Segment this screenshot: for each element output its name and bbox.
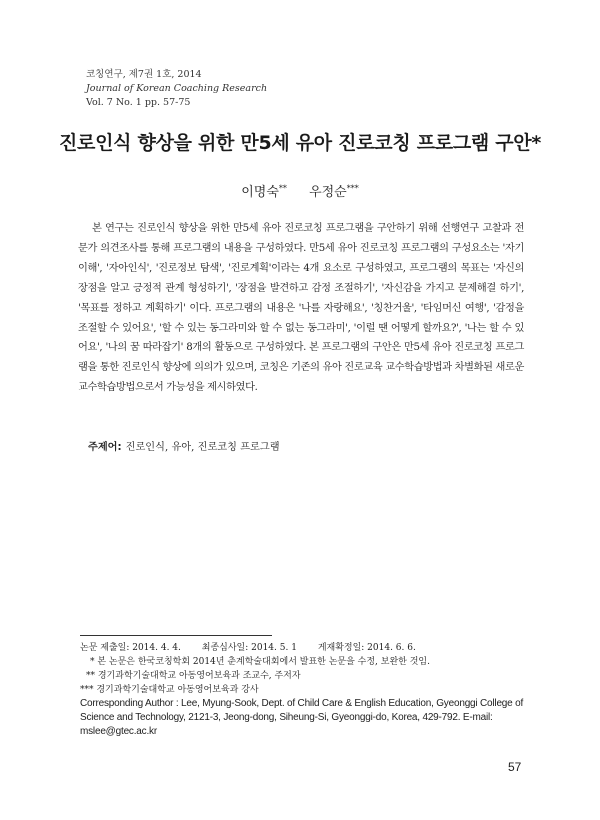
author-line (0, 181, 600, 200)
keywords-label: 주제어: (88, 442, 122, 453)
footnote-divider (80, 635, 272, 636)
author-2-mark: *** (346, 184, 359, 193)
footnotes (80, 641, 530, 739)
author-1-mark: ** (278, 184, 287, 193)
journal-volume-line: Vol. 7 No. 1 pp. 57-75 (86, 97, 191, 108)
footnote-dates (80, 641, 530, 655)
journal-korean-line: 코칭연구, 제7권 1호, 2014 (86, 69, 202, 80)
keywords-text: 진로인식, 유아, 진로코칭 프로그램 (125, 442, 280, 453)
abstract: 본 연구는 진로인식 향상을 위한 만5세 유아 진로코칭 프로그램을 구안하기 위해 선행연구 고찰과 전문가 의견조사를 통해 프로그램의 내용을 구성하였다. 만5세 유아 진로코칭 프로그램의 구성요소는 '자기이해', '자아인식', '진로정보 탐색', '진로계획'이라는 4개 요소로 구성하였고, 프로그램의 목표는 '자신의 장점을 알고 긍정적 관계 형성하기', '장점을 발견하고 감정 조절하기', '자신감을 가지고 문제해결 하기', '목표를 정하고 계획하기' 이다. 프로그램의 내용은 '나를 자랑해요', '칭찬거울', '타임머신 여행', '감정을 조절할 수 있어요', '할 수 있는 동그라미와 할 수 없는 동그라미', '이럴 땐 어떻게 할까요?', '나는 할 수 있어요', '나의 꿈 따라잡기' 8개의 활동으로 구성하였다. 본 프로그램의 구안은 만5세 유아 진로코칭 프로그램을 통한 진로인식 향상에 의의가 있으며, 코칭은 기존의 유아 진로교육 교수학습방법과 차별화된 새로운 교수학습방법으로서 가능성을 제시하였다. (78, 223, 524, 394)
journal-info (86, 68, 267, 110)
accepted-date: 게재확정일: 2014. 6. 6. (317, 643, 416, 653)
author-2-name: 우정순 (309, 185, 347, 200)
footnote-author-1: ** 경기과학기술대학교 아동영어보육과 조교수, 주저자 (86, 671, 301, 681)
footnote-author-2: *** 경기과학기술대학교 아동영어보육과 강사 (80, 685, 259, 695)
keywords (88, 438, 280, 453)
received-date: 논문 제출일: 2014. 4. 4. (80, 643, 181, 653)
journal-english-line: Journal of Korean Coaching Research (86, 83, 268, 94)
reviewed-date: 최종심사일: 2014. 5. 1 (201, 643, 297, 653)
author-1-name: 이명숙 (241, 185, 279, 200)
footnote-star: * 본 논문은 한국코칭학회 2014년 춘계학술대회에서 발표한 논문을 수정, 보완한 것임. (90, 657, 430, 667)
page-number: 57 (508, 760, 522, 774)
paper-title: 진로인식 향상을 위한 만5세 유아 진로코칭 프로그램 구안* (58, 132, 541, 154)
author-1 (241, 185, 287, 200)
corresponding-author: Corresponding Author : Lee, Myung-Sook, Dept. of Child Care & English Education, Gyeonggi College of Science and Technology, 2121-3, Jeong-dong, Siheung-Si, Gyeonggi-do, Korea, 429-792. E-mail: mslee@gtec.ac.kr (80, 698, 524, 737)
author-2 (309, 185, 359, 200)
